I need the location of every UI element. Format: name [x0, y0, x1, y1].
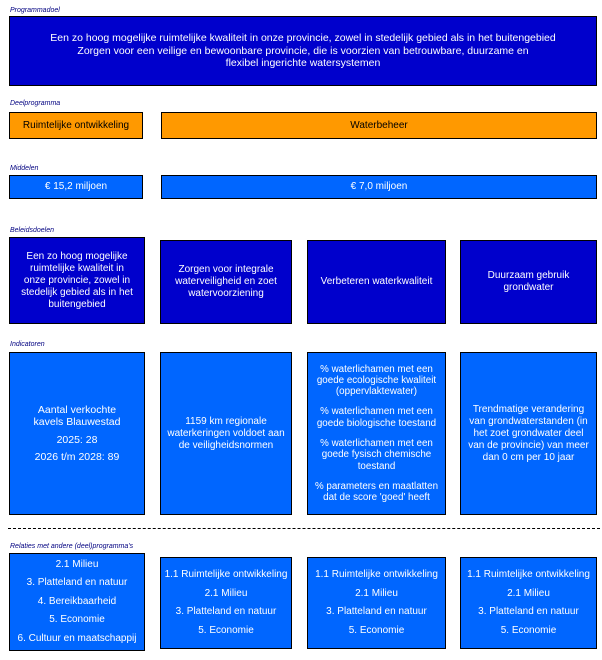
- indicator-1: [9, 352, 145, 515]
- relaties-col-2-item: 5. Economie: [198, 624, 254, 636]
- relaties-col-2-item: 2.1 Milieu: [204, 587, 248, 599]
- relaties-col-4: [460, 557, 597, 649]
- relaties-col-3: [307, 557, 446, 649]
- beleidsdoel-1-text: Een zo hoog mogelijke ruimtelijke kwaliteit in onze provincie, zowel in stedelijk gebied als in het buitengebied: [21, 250, 133, 310]
- relaties-col-4-item: 2.1 Milieu: [507, 587, 550, 599]
- programmadoel-line2: Zorgen voor een veilige en bewoonbare provincie, die is voorzien van betrouwbare, duurzame en flexibel ingerichte watersystemen: [77, 44, 529, 70]
- indicator-1-year2: 2026 t/m 2028: 89: [34, 450, 120, 463]
- beleidsdoel-3: [307, 240, 446, 324]
- indicator-4-text: Trendmatige verandering van grondwaterstanden (in het zoet grondwater deel van de provincie) van meer dan 0 cm per 10 jaar: [468, 403, 589, 463]
- indicator-4: [460, 352, 597, 515]
- relaties-col-2-item: 1.1 Ruimtelijke ontwikkeling: [164, 569, 288, 580]
- deelprogramma-waterbeheer-label: Waterbeheer: [350, 119, 408, 131]
- middelen-waterbeheer: [161, 175, 597, 199]
- indicator-3-item-2: % waterlichamen met een goede biologische toestand: [316, 406, 437, 429]
- relaties-col-3-item: 5. Economie: [348, 624, 405, 636]
- relaties-col-3-item: 2.1 Milieu: [355, 587, 398, 599]
- middelen-ruimtelijk-value: € 15,2 miljoen: [44, 181, 108, 192]
- middelen-waterbeheer-value: € 7,0 miljoen: [350, 181, 408, 192]
- beleidsdoel-4: [460, 240, 597, 324]
- relaties-col-2: [160, 557, 292, 649]
- relaties-col-3-item: 3. Platteland en natuur: [326, 606, 427, 617]
- indicator-2: [160, 352, 292, 515]
- relaties-col-1-item: 3. Platteland en natuur: [26, 577, 128, 589]
- indicator-3-item-1: % waterlichamen met een goede ecologische kwaliteit (oppervlaktewater): [316, 363, 437, 398]
- programmadoel-box: [9, 16, 597, 86]
- indicator-3: [307, 352, 446, 515]
- section-label-relaties: Relaties met andere (deel)programma's: [10, 543, 134, 550]
- indicator-2-text: 1159 km regionale waterkeringen voldoet aan de veiligheidsnormen: [167, 415, 285, 451]
- middelen-ruimtelijk: [9, 175, 143, 199]
- relaties-col-2-item: 3. Platteland en natuur: [175, 606, 277, 617]
- section-label-deelprogramma: Deelprogramma: [10, 100, 61, 107]
- indicator-3-item-4: % parameters en maatlatten dat de score 'goed' heeft: [314, 480, 439, 504]
- relaties-col-1: [9, 553, 145, 651]
- beleidsdoel-1: [9, 237, 145, 324]
- relaties-col-1-item: 4. Bereikbaarheid: [37, 595, 117, 607]
- beleidsdoel-3-text: Verbeteren waterkwaliteit: [320, 276, 433, 287]
- beleidsdoel-2: [160, 240, 292, 324]
- beleidsdoel-2-text: Zorgen voor integrale waterveiligheid en zoet watervoorziening: [175, 264, 277, 299]
- section-label-indicatoren: Indicatoren: [10, 341, 45, 348]
- programmadoel-line1: Een zo hoog mogelijke ruimtelijke kwaliteit in onze provincie, zowel in stedelijk gebied als in het buitengebied: [50, 32, 556, 45]
- relaties-col-1-item: 6. Cultuur en maatschappij: [17, 632, 137, 644]
- indicator-1-year1: 2025: 28: [56, 434, 98, 446]
- beleidsdoel-4-text: Duurzaam gebruik grondwater: [487, 270, 570, 293]
- section-label-middelen: Middelen: [10, 165, 39, 172]
- deelprogramma-ruimtelijk-label: Ruimtelijke ontwikkeling: [22, 119, 130, 131]
- section-label-programmadoel: Programmadoel: [10, 7, 60, 14]
- relaties-col-4-item: 1.1 Ruimtelijke ontwikkeling: [467, 569, 590, 580]
- deelprogramma-waterbeheer: [161, 112, 597, 139]
- relaties-col-1-item: 2.1 Milieu: [55, 558, 99, 570]
- relaties-col-4-item: 3. Platteland en natuur: [478, 606, 579, 617]
- indicator-3-item-3: % waterlichamen met een goede fysisch chemische toestand: [320, 438, 433, 472]
- section-divider: [8, 528, 600, 529]
- indicator-1-main: Aantal verkochte kavels Blauwestad: [33, 403, 121, 429]
- relaties-col-1-item: 5. Economie: [49, 614, 105, 626]
- deelprogramma-ruimtelijk: [9, 112, 143, 139]
- section-label-beleidsdoelen: Beleidsdoelen: [10, 227, 54, 234]
- relaties-col-3-item: 1.1 Ruimtelijke ontwikkeling: [315, 569, 438, 580]
- relaties-col-4-item: 5. Economie: [500, 624, 557, 636]
